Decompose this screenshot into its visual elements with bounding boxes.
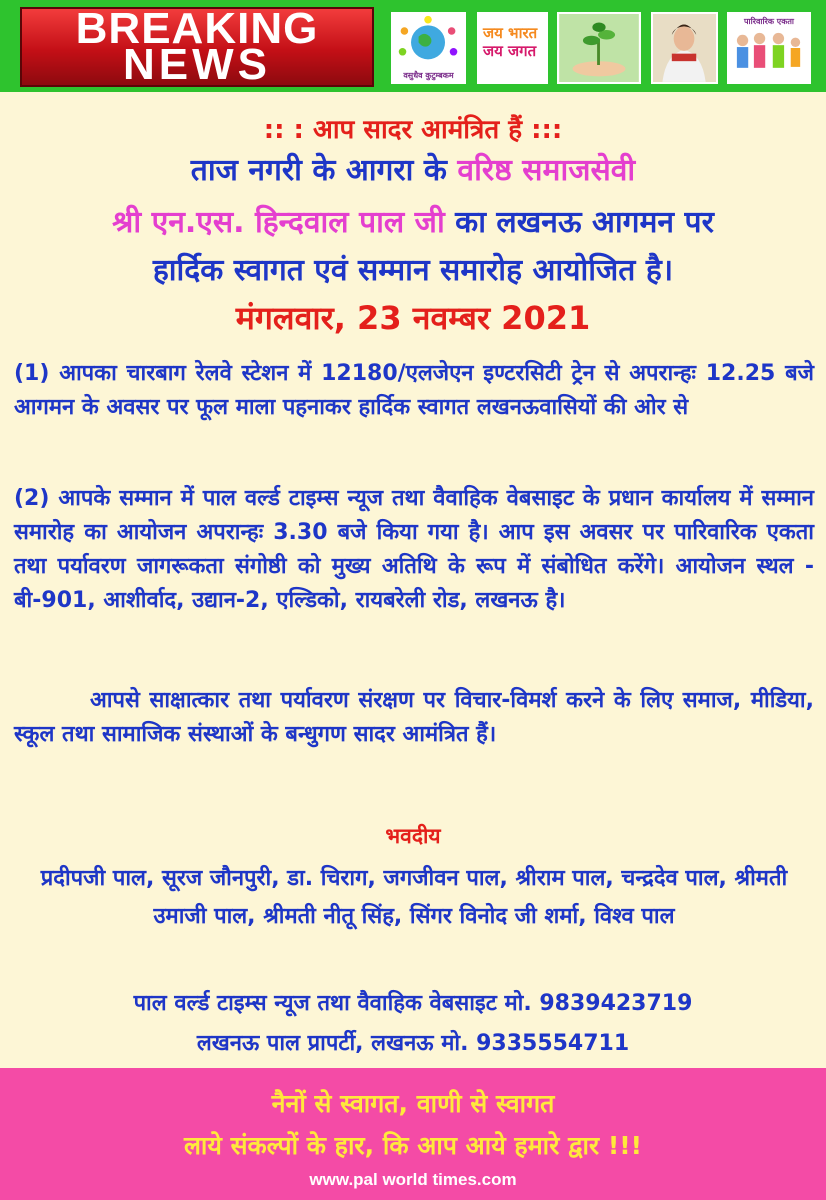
footer-line-1: नैनों से स्वागत, वाणी से स्वागत [271, 1089, 555, 1118]
heading-line-1b: वरिष्ठ समाजसेवी [457, 153, 636, 188]
thumb-caption: वसुधैव कुटुम्बकम [403, 71, 454, 80]
event-date: मंगलवार, 23 नवम्बर 2021 [235, 299, 591, 337]
signature-heading: भवदीय [385, 824, 441, 848]
contact-line-1: पाल वर्ल्ड टाइम्स न्यूज तथा वैवाहिक वेबसाइट मो. 9839423719 [133, 991, 693, 1016]
paragraph-ceremony: (2) आपके सम्मान में पाल वर्ल्ड टाइम्स न्यूज तथा वैवाहिक वेबसाइट के प्रधान कार्यालय में सम्मान समारोह का आयोजन अपरान्हः 3.30 बजे किया गया है। आप इस अवसर पर पारिवारिक एकता तथा पर्यावरण जागरूकता संगोष्ठी को मुख्य अतिथि के रूप में संबोधित करेंगे। आयोजन स्थल - बी-901, आशीर्वाद, उद्यान-2, एल्डिको, रायबरेली रोड, लखनऊ है। [14, 486, 814, 613]
breaking-text: BREAKING [75, 4, 319, 53]
news-text: NEWS [123, 40, 271, 89]
family-unity-image [727, 12, 811, 84]
footer-line-2: लाये संकल्पों के हार, कि आप आये हमारे द्वार !!! [183, 1131, 643, 1160]
vasudhaiva-kutumbakam-image [391, 12, 466, 84]
portrait-image [651, 12, 718, 84]
heading-line-2 [0, 200, 826, 241]
heading-line-3: हार्दिक स्वागत एवं सम्मान समारोह आयोजित है। [152, 253, 674, 288]
jai-bharat-text [483, 24, 537, 60]
heading-line-1 [0, 148, 826, 189]
jai-jagat-line2: जय जगत [483, 42, 537, 60]
heading-line-2b: का लखनऊ आगमन पर [444, 205, 714, 240]
paragraph-invitation: आपसे साक्षात्कार तथा पर्यावरण संरक्षण पर विचार-विमर्श करने के लिए समाज, मीडिया, स्कूल तथा सामाजिक संस्थाओं के बन्धुगण सादर आमंत्रित हैं। [14, 688, 814, 747]
invitation-line: :: : आप सादर आमंत्रित हैं ::: [263, 115, 563, 145]
jai-bharat-logo [477, 12, 548, 84]
thumb-caption-family: पारिवारिक एकता [744, 17, 794, 26]
guest-name: श्री एन.एस. हिन्दवाल पाल जी [112, 205, 445, 240]
jai-bharat-line1: जय भारत [483, 24, 538, 42]
breaking-news-logo [20, 4, 374, 89]
contact-line-2: लखनऊ पाल प्रापर्टी, लखनऊ मो. 9335554711 [196, 1031, 630, 1056]
portrait-icon [653, 14, 716, 82]
heading-line-1a: ताज नगरी के आगरा के [190, 153, 458, 188]
website-link[interactable]: www.pal world times.com [309, 1170, 517, 1189]
plant-icon [559, 14, 639, 82]
plant-in-hands-image [557, 12, 641, 84]
paragraph-arrival: (1) आपका चारबाग रेलवे स्टेशन में 12180/एलजेएन इण्टरसिटी ट्रेन से अपरान्हः 12.25 बजे आगमन के अवसर पर फूल माला पहनाकर हार्दिक स्वागत लखनऊवासियों की ओर से [14, 361, 814, 420]
signatory-names: प्रदीपजी पाल, सूरज जौनपुरी, डा. चिराग, जगजीवन पाल, श्रीराम पाल, चन्द्रदेव पाल, श्रीमती उमाजी पाल, श्रीमती नीतू सिंह, सिंगर विनोद जी शर्मा, विश्व पाल [40, 866, 788, 929]
